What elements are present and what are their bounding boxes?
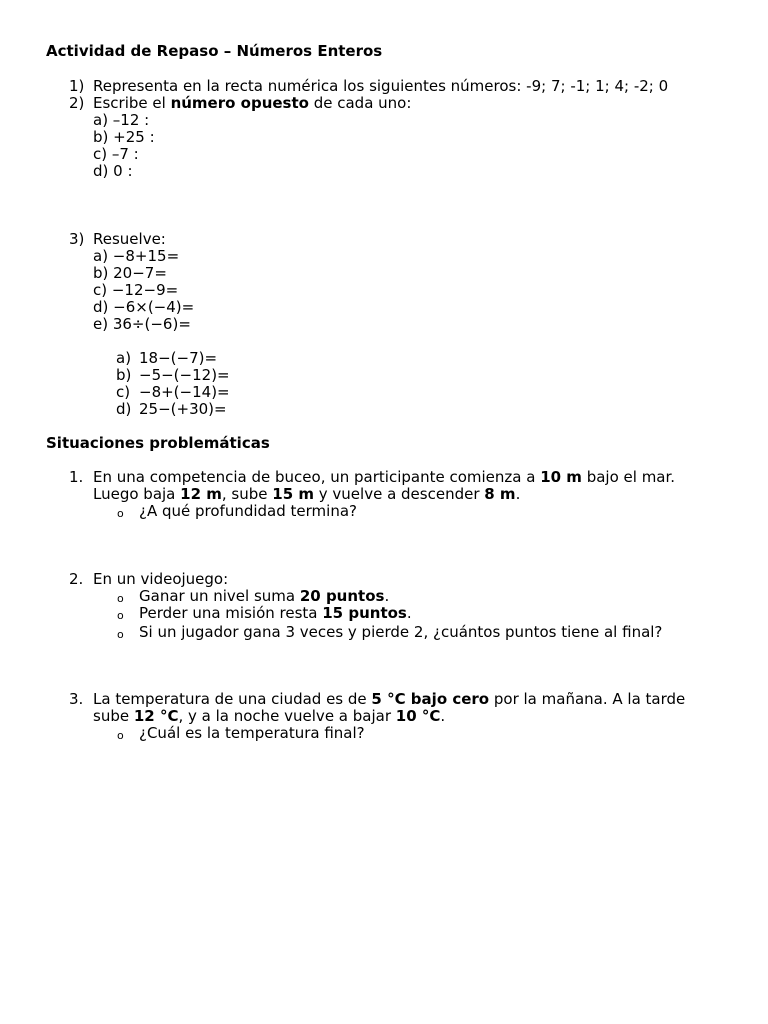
q3-item-e: e) 36÷(−6)= bbox=[93, 315, 191, 333]
bullet-icon: o bbox=[117, 507, 124, 520]
problem2-number: 2. bbox=[69, 570, 84, 588]
page-title: Actividad de Repaso – Números Enteros bbox=[46, 42, 383, 60]
q2-number: 2) bbox=[69, 94, 85, 112]
problem1-number: 1. bbox=[69, 468, 84, 486]
q3-item-d: d) −6×(−4)= bbox=[93, 298, 195, 316]
q3-sub-text-c: −8+(−14)= bbox=[139, 383, 230, 401]
problem3-number: 3. bbox=[69, 690, 84, 708]
problem3-bullet: ¿Cuál es la temperatura final? bbox=[139, 724, 365, 742]
q3-sub-text-b: −5−(−12)= bbox=[139, 366, 230, 384]
q3-sub-label-a: a) bbox=[116, 349, 132, 367]
q3-text: Resuelve: bbox=[93, 230, 166, 248]
problem3-line1: La temperatura de una ciudad es de 5 °C bajo cero por la mañana. A la tarde bbox=[93, 690, 686, 708]
problem1-bullet: ¿A qué profundidad termina? bbox=[139, 502, 357, 520]
q2-item-a: a) –12 : bbox=[93, 111, 150, 129]
q2-item-b: b) +25 : bbox=[93, 128, 155, 146]
q3-item-c: c) −12−9= bbox=[93, 281, 179, 299]
bullet-icon: o bbox=[117, 729, 124, 742]
problem3-line2: sube 12 °C, y a la noche vuelve a bajar 10 °C. bbox=[93, 707, 446, 725]
bullet-icon: o bbox=[117, 592, 124, 605]
problem2-bullet3: Si un jugador gana 3 veces y pierde 2, ¿cuántos puntos tiene al final? bbox=[139, 623, 663, 641]
problems-heading: Situaciones problemáticas bbox=[46, 434, 270, 452]
q3-item-b: b) 20−7= bbox=[93, 264, 167, 282]
problem2-bullet2: Perder una misión resta 15 puntos. bbox=[139, 604, 412, 622]
q3-sub-label-d: d) bbox=[116, 400, 132, 418]
q3-sub-text-d: 25−(+30)= bbox=[139, 400, 227, 418]
q3-number: 3) bbox=[69, 230, 85, 248]
problem1-line1: En una competencia de buceo, un participante comienza a 10 m bajo el mar. bbox=[93, 468, 676, 486]
bullet-icon: o bbox=[117, 609, 124, 622]
problem1-line2: Luego baja 12 m, sube 15 m y vuelve a descender 8 m. bbox=[93, 485, 521, 503]
q3-sub-label-b: b) bbox=[116, 366, 132, 384]
q2-item-d: d) 0 : bbox=[93, 162, 133, 180]
bullet-icon: o bbox=[117, 628, 124, 641]
q1-number: 1) bbox=[69, 77, 85, 95]
q1-text: Representa en la recta numérica los siguientes números: -9; 7; -1; 1; 4; -2; 0 bbox=[93, 77, 669, 95]
q3-sub-text-a: 18−(−7)= bbox=[139, 349, 218, 367]
problem2-bullet1: Ganar un nivel suma 20 puntos. bbox=[139, 587, 390, 605]
q3-sub-label-c: c) bbox=[116, 383, 131, 401]
q3-item-a: a) −8+15= bbox=[93, 247, 180, 265]
q2-text: Escribe el número opuesto de cada uno: bbox=[93, 94, 412, 112]
problem2-text: En un videojuego: bbox=[93, 570, 229, 588]
q2-item-c: c) –7 : bbox=[93, 145, 139, 163]
